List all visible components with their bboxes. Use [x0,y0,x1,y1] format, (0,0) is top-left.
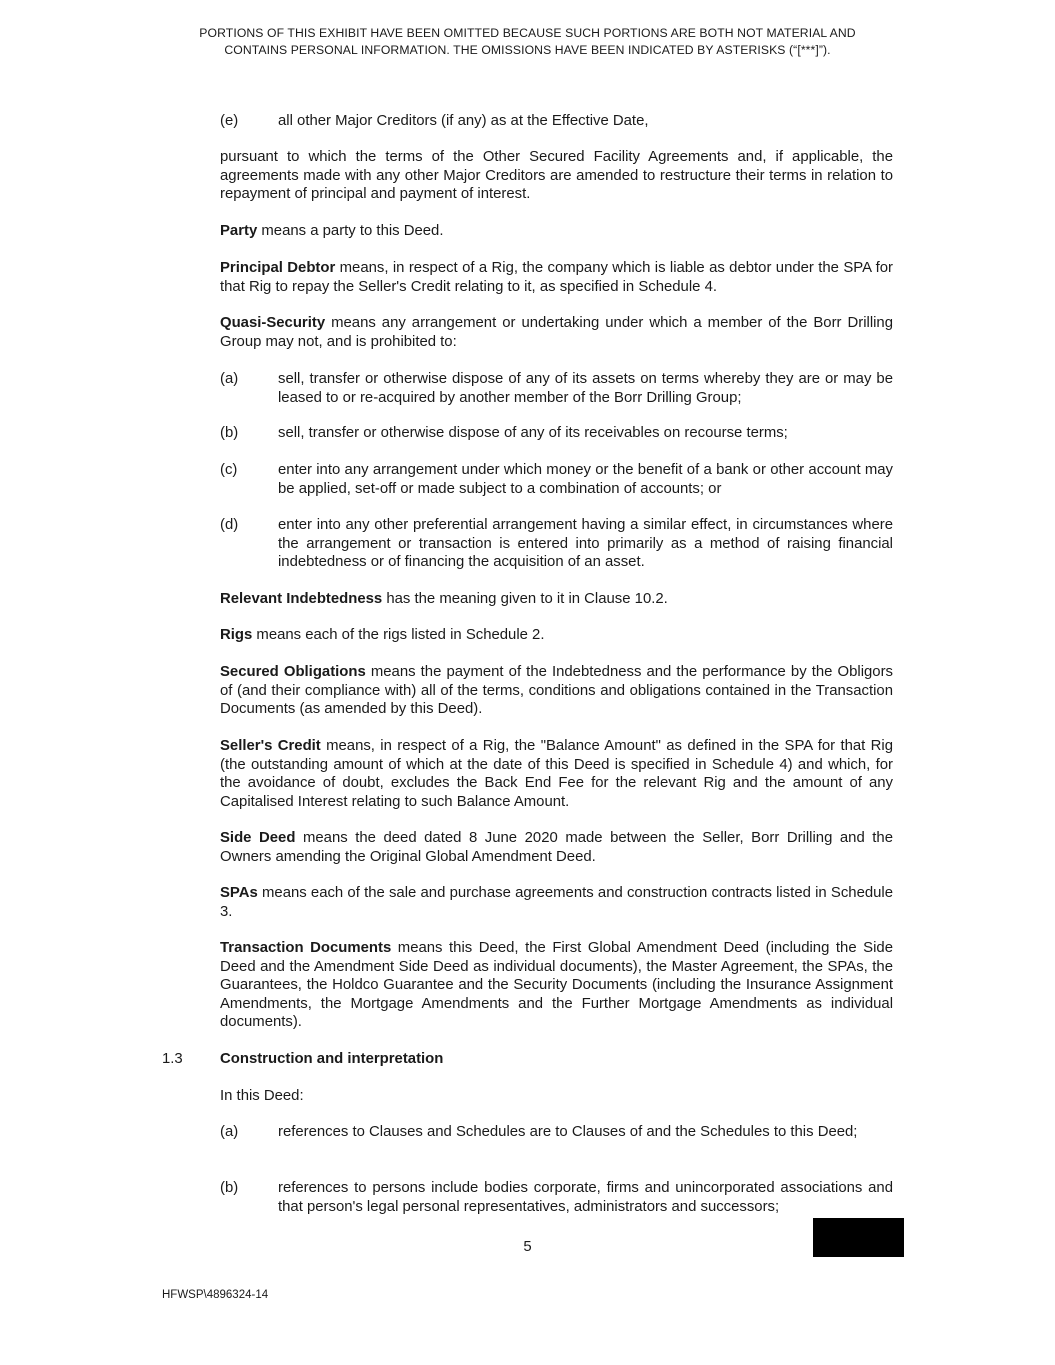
item-marker: (b) [220,425,239,441]
definition-text: means each of the sale and purchase agreements and construction contracts listed in Schedule 3. [220,885,893,920]
definition-term: Transaction Documents [220,940,392,956]
item-text: enter into any other preferential arrangement having a similar effect, in circumstances where the arrangement or transaction is entered into primarily as a method of raising financial indebtedness or of financing the acquisition of an asset. [278,517,893,571]
header-line-1: PORTIONS OF THIS EXHIBIT HAVE BEEN OMITTED BECAUSE SUCH PORTIONS ARE BOTH NOT MATERIAL AND [199,26,856,40]
item-marker: (d) [220,517,239,533]
item-text: sell, transfer or otherwise dispose of any of its receivables on recourse terms; [278,425,788,441]
item-text: all other Major Creditors (if any) as at the Effective Date, [278,113,649,129]
definition-relevant-indebtedness [220,590,893,609]
definition-spas [220,884,893,921]
item-text: enter into any arrangement under which money or the benefit of a bank or other account may be applied, set-off or made subject to a combination of accounts; or [278,462,893,497]
item-marker: (e) [220,113,239,129]
list-item-a [220,1123,893,1142]
definition-text: means the deed dated 8 June 2020 made between the Seller, Borr Drilling and the Owners amending the Original Global Amendment Deed. [220,830,893,865]
definition-rigs [220,626,893,645]
section-number: 1.3 [162,1051,183,1067]
list-item-d [220,516,893,572]
section-title [220,1050,893,1069]
definition-side-deed [220,829,893,866]
definition-transaction-documents [220,939,893,1032]
in-this-deed: In this Deed: [220,1088,304,1104]
definition-text: means the payment of the Indebtedness and the performance by the Obligors of (and their compliance with) all of the terms, conditions and obligations contained in the Transaction Documents (as amended by this Deed). [220,664,893,718]
definition-text: means, in respect of a Rig, the "Balance Amount" as defined in the SPA for that Rig (the outstanding amount of which at the date of this Deed is specified in Schedule 4) and which, for the avoidance of doubt, excludes the Back End Fee for the relevant Rig and the amount of any Capitalised Interest relating to such Balance Amount. [220,738,894,810]
definition-term: Secured Obligations [220,664,366,680]
definition-term: Side Deed [220,830,296,846]
definition-text: means any arrangement or undertaking under which a member of the Borr Drilling Group may not, and is prohibited to: [220,315,893,350]
definition-principal-debtor [220,259,893,296]
definition-party [220,222,893,241]
definition-secured-obligations [220,663,893,719]
definition-term: Relevant Indebtedness [220,591,383,607]
item-marker: (b) [220,1180,239,1196]
definition-text: means each of the rigs listed in Schedule 2. [252,627,545,643]
item-text: sell, transfer or otherwise dispose of any of its assets on terms whereby they are or may be leased to or re-acquired by another member of the Borr Drilling Group; [278,371,893,406]
section-title-text: Construction and interpretation [220,1051,444,1067]
list-item-c [220,461,893,498]
definition-text: means a party to this Deed. [257,223,444,239]
definition-term: SPAs [220,885,258,901]
header-line-2: CONTAINS PERSONAL INFORMATION. THE OMISSIONS HAVE BEEN INDICATED BY ASTERISKS (“[***]”). [224,43,831,57]
item-text: references to persons include bodies corporate, firms and unincorporated associations and that person's legal personal representatives, administrators and successors; [278,1180,893,1215]
item-text: references to Clauses and Schedules are to Clauses of and the Schedules to this Deed; [278,1124,858,1140]
list-item-b [220,424,893,443]
definition-sellers-credit [220,737,893,811]
list-item-a [220,370,893,407]
item-marker: (a) [220,1124,239,1140]
list-item-e [220,112,893,131]
definition-term: Quasi-Security [220,315,326,331]
definition-text: means, in respect of a Rig, the company which is liable as debtor under the SPA for that Rig to repay the Seller's Credit relating to it, as specified in Schedule 4. [220,260,893,295]
redaction-box [813,1218,904,1257]
document-reference: HFWSP\4896324-14 [162,1289,269,1301]
definition-text: means this Deed, the First Global Amendment Deed (including the Side Deed and the Amendment Side Deed as individual documents), the Master Agreement, the SPAs, the Guarantees, the Holdco Guarantee and the Security Documents (including the Insurance Assignment Amendments, the Mortgage Amendments and the Further Mortgage Amendments as individual documents). [220,940,893,1031]
definition-quasi-security [220,314,893,351]
definition-term: Party [220,223,258,239]
exhibit-header [120,25,935,59]
item-marker: (a) [220,371,239,387]
list-item-b [220,1179,893,1216]
pursuant-paragraph: pursuant to which the terms of the Other Secured Facility Agreements and, if applicable, the agreements made with any other Major Creditors are amended to restructure their terms in relation to repayment of principal and payment of interest. [220,149,893,203]
item-marker: (c) [220,462,238,478]
definition-term: Seller's Credit [220,738,321,754]
page-number: 5 [523,1239,532,1255]
definition-text: has the meaning given to it in Clause 10.2. [382,591,668,607]
definition-term: Rigs [220,627,253,643]
definition-term: Principal Debtor [220,260,336,276]
